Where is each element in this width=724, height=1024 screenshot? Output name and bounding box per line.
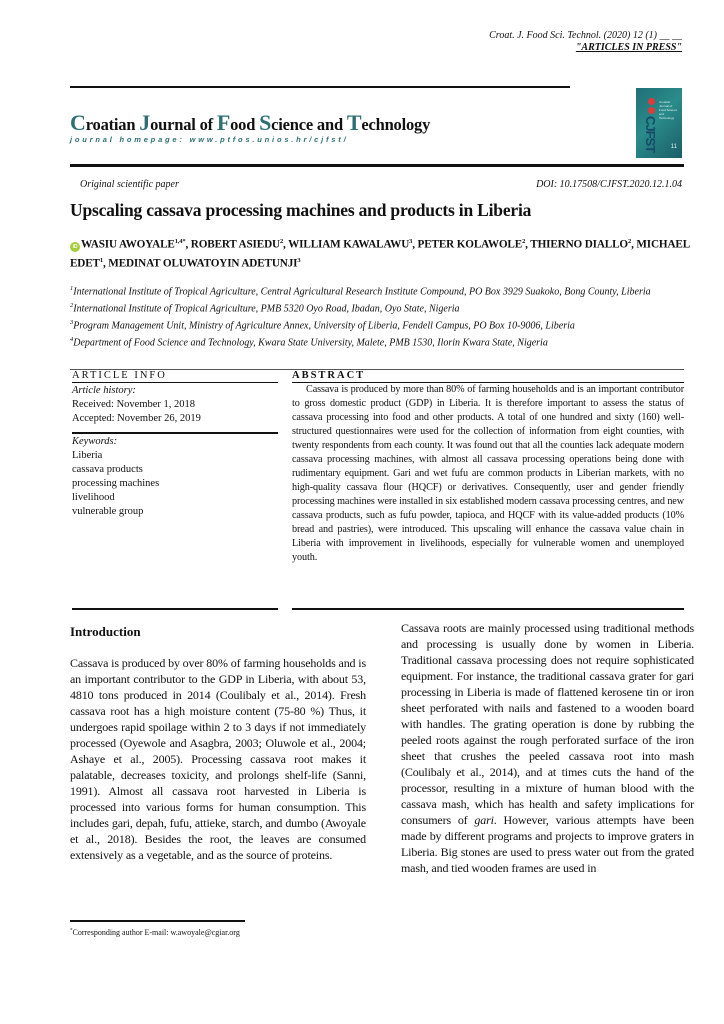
author-name: WASIU AWOYALE — [81, 238, 175, 251]
cover-dot-icon — [648, 107, 655, 114]
abstract-end-rule — [292, 608, 684, 610]
citation: Croat. J. Food Sci. Technol. (2020) 12 (1) __ __ — [489, 30, 682, 41]
header-rule — [70, 86, 570, 88]
keywords-label: Keywords: — [72, 436, 118, 447]
paragraph-text: Cassava roots are mainly processed using traditional methods and processing is usually done by women in Liberia. Traditional cassava processing does not require sophisticated equipment. For instance, the traditional cassava grater for gari processing in Liberia is made of flattened kerosene tin or iron sheet perforated with nails and fastened to a wooden board with handles. The grating operation is done by rubbing the peeled roots against the rough perforated surface of the iron sheet that crushes the peeled cassava root into mash (Coulibaly et al., 2014), and at times cuts the hand of the processor, resulting in a mixture of human blood with the cassava mash, which has health and safety implications for consumers of — [401, 621, 694, 827]
cover-dot-icon — [648, 98, 655, 105]
introduction-heading: Introduction — [70, 624, 141, 639]
article-info-divider — [72, 432, 278, 434]
footnote — [70, 928, 240, 937]
affiliation-item — [70, 333, 710, 350]
author-name: MICHAEL EDET — [70, 238, 690, 270]
author-list: iD WASIU $AWOYALE^{1,4*}$, ROBERT ASIEDU$^2$, WILLIAM KAWALAWU$^3$, PETER KOLAWOLE$^2$, THIERNO DIALLO$^2$, MICHAEL EDET$^1$, MEDINAT OLUWATOYIN ADETUNJI$^3$ — [70, 238, 690, 270]
keyword-item: livelihood — [72, 492, 115, 503]
paper-type: Original scientific paper — [80, 179, 179, 190]
journal-title-cap: F — [216, 110, 231, 135]
author-affiliation-sup: 3 — [297, 256, 301, 264]
journal-title — [70, 110, 430, 136]
journal-title-cap: J — [139, 110, 151, 135]
cover-issue-number: 11 — [670, 144, 677, 150]
affiliation-number: 3 — [70, 318, 74, 326]
article-history — [72, 384, 278, 426]
italic-term: gari — [474, 813, 494, 827]
cover-caption: Croatian Journal of Food Science and Technology — [659, 100, 678, 120]
running-head — [489, 30, 682, 54]
affiliation-number: 4 — [70, 335, 74, 343]
abstract-heading: ABSTRACT — [292, 370, 684, 383]
journal-homepage-link[interactable]: journal homepage: www.ptfos.unios.hr/cjfst/ — [70, 135, 349, 144]
keyword-item: Liberia — [72, 450, 103, 461]
journal-title-cap: S — [259, 110, 272, 135]
author-affiliation-sup: 2 — [522, 238, 526, 245]
article-info-end-rule — [72, 608, 278, 610]
article-history-label: Article history: — [72, 385, 136, 396]
article-info-heading: ARTICLE INFO — [72, 370, 278, 383]
author-name: MEDINAT OLUWATOYIN ADETUNJI — [108, 257, 298, 270]
affiliation-item — [70, 282, 710, 299]
orcid-icon[interactable]: iD — [70, 242, 80, 252]
doi-link[interactable]: DOI: 10.17508/CJFST.2020.12.1.04 — [536, 179, 682, 190]
keywords — [72, 435, 278, 519]
footnote-rule — [70, 920, 245, 922]
author-name: WILLIAM KAWALAWU — [288, 238, 410, 251]
affiliation-text: International Institute of Tropical Agriculture, PMB 5320 Oyo Road, Ibadan, Oyo State, Nigeria — [73, 303, 460, 315]
keyword-item: cassava products — [72, 464, 143, 475]
footnote-marker: * — [70, 928, 73, 934]
paragraph-text: . However, various attempts have been made by different programs and projects to improve graters in Liberia. Big stones are used to press water out from the grated mash, and tied wooden frames are used in — [401, 813, 694, 875]
accepted-date: Accepted: November 26, 2019 — [72, 413, 201, 424]
affiliation-text: International Institute of Tropical Agriculture, Central Agricultural Research Institute Compound, PO Box 3929 Suakoko, Bong County, Liberia — [73, 286, 651, 298]
journal-title-part: roatian — [85, 115, 140, 134]
title-rule — [70, 164, 684, 167]
author-name: ROBERT ASIEDU — [190, 238, 280, 251]
affiliation-text: Program Management Unit, Ministry of Agriculture Annex, University of Liberia, Fendell Campus, PO Box 10-9006, Liberia — [73, 320, 575, 332]
introduction-left-column: Cassava is produced by over 80% of farming households and is an important contributor to the GDP in Liberia, with about 53, 4810 tons produced in 2014 (Coulibaly et al., 2014). Fresh cassava root has a high moisture content (75-80 %) Thus, it undergoes rapid spoilage within 2 to 3 days if not immediately processed (Oyewole and Asagbra, 2003; Oluwole et al., 2004; Ashaye et al., 2005). Processing cassava root makes it palatable, decreases toxicity, and prolongs shelf-life (Sanni, 1991). Almost all cassava root harvested in Liberia is processed into various forms for human consumption. This includes gari, depah, fufu, attieke, starch, and dumbo (Awoyale et al., 2018). Besides the root, the leaves are consumed extensively as a vegetable, and as the source of proteins. — [70, 656, 366, 862]
author-name: THIERNO DIALLO — [530, 238, 628, 251]
journal-title-part: cience and — [271, 115, 347, 134]
journal-title-part: echnology — [361, 115, 431, 134]
author-affiliation-sup: 1 — [99, 256, 103, 264]
affiliation-item — [70, 299, 710, 316]
journal-title-cap: T — [346, 110, 362, 135]
affiliation-item — [70, 316, 710, 333]
journal-cover-image — [636, 88, 682, 158]
cover-logo: CJFST — [643, 116, 658, 153]
author-affiliation-sup: 3 — [409, 238, 413, 245]
received-date: Received: November 1, 2018 — [72, 399, 196, 410]
abstract-text: Cassava is produced by more than 80% of farming households and is an important contributor to gross domestic product (GDP) in Liberia. It is therefore important to assess the status of cassava processing into food and other products. A total of one hundred and sixty (160) well-structured questionnaires were used for the collection of information from eight counties, with twenty respondents from each county. It was found out that all the counties lack adequate modern cassava processing machines, with almost all cassava processing operations being done with rudimentary equipment. Gari and wet fufu are common products in Liberian markets, with no high-quality cassava flour (HQCF) or derivatives. Consequently, user and gender friendly processing machines were installed in six established modern cassava processing centres, and new cassava products, such as fufu powder, tapioca, and HQCF with its value-added products (10% bread and pastries), were introduced. This upscaling will enhance the cassava value chain in Liberia with improvement in livelihoods, especially for vulnerable women and unemployed youth. — [292, 384, 684, 563]
affiliation-text: Department of Food Science and Technology, Kwara State University, Malete, PMB 1530, Ilorin Kwara State, Nigeria — [73, 337, 548, 349]
author-affiliation-sup: 2 — [627, 238, 632, 245]
articles-in-press-label: "ARTICLES IN PRESS" — [575, 42, 682, 53]
author-affiliation-sup: 2 — [279, 238, 284, 245]
keyword-item: processing machines — [72, 478, 160, 489]
journal-title-part: ournal of — [150, 115, 217, 134]
keyword-item: vulnerable group — [72, 506, 144, 517]
paper-title: Upscaling cassava processing machines and products in Liberia — [70, 200, 532, 220]
corresponding-author-email: Corresponding author E-mail: w.awoyale@cgiar.org — [72, 928, 240, 937]
author-name: PETER KOLAWOLE — [417, 238, 523, 251]
journal-title-part: ood — [230, 115, 260, 134]
author-affiliation-sup: 1,4* — [174, 238, 186, 245]
affiliation-number: 1 — [70, 285, 74, 292]
affiliation-number: 2 — [70, 301, 74, 309]
journal-title-cap: C — [70, 110, 86, 135]
affiliations — [70, 282, 710, 350]
introduction-right-column — [401, 620, 694, 876]
